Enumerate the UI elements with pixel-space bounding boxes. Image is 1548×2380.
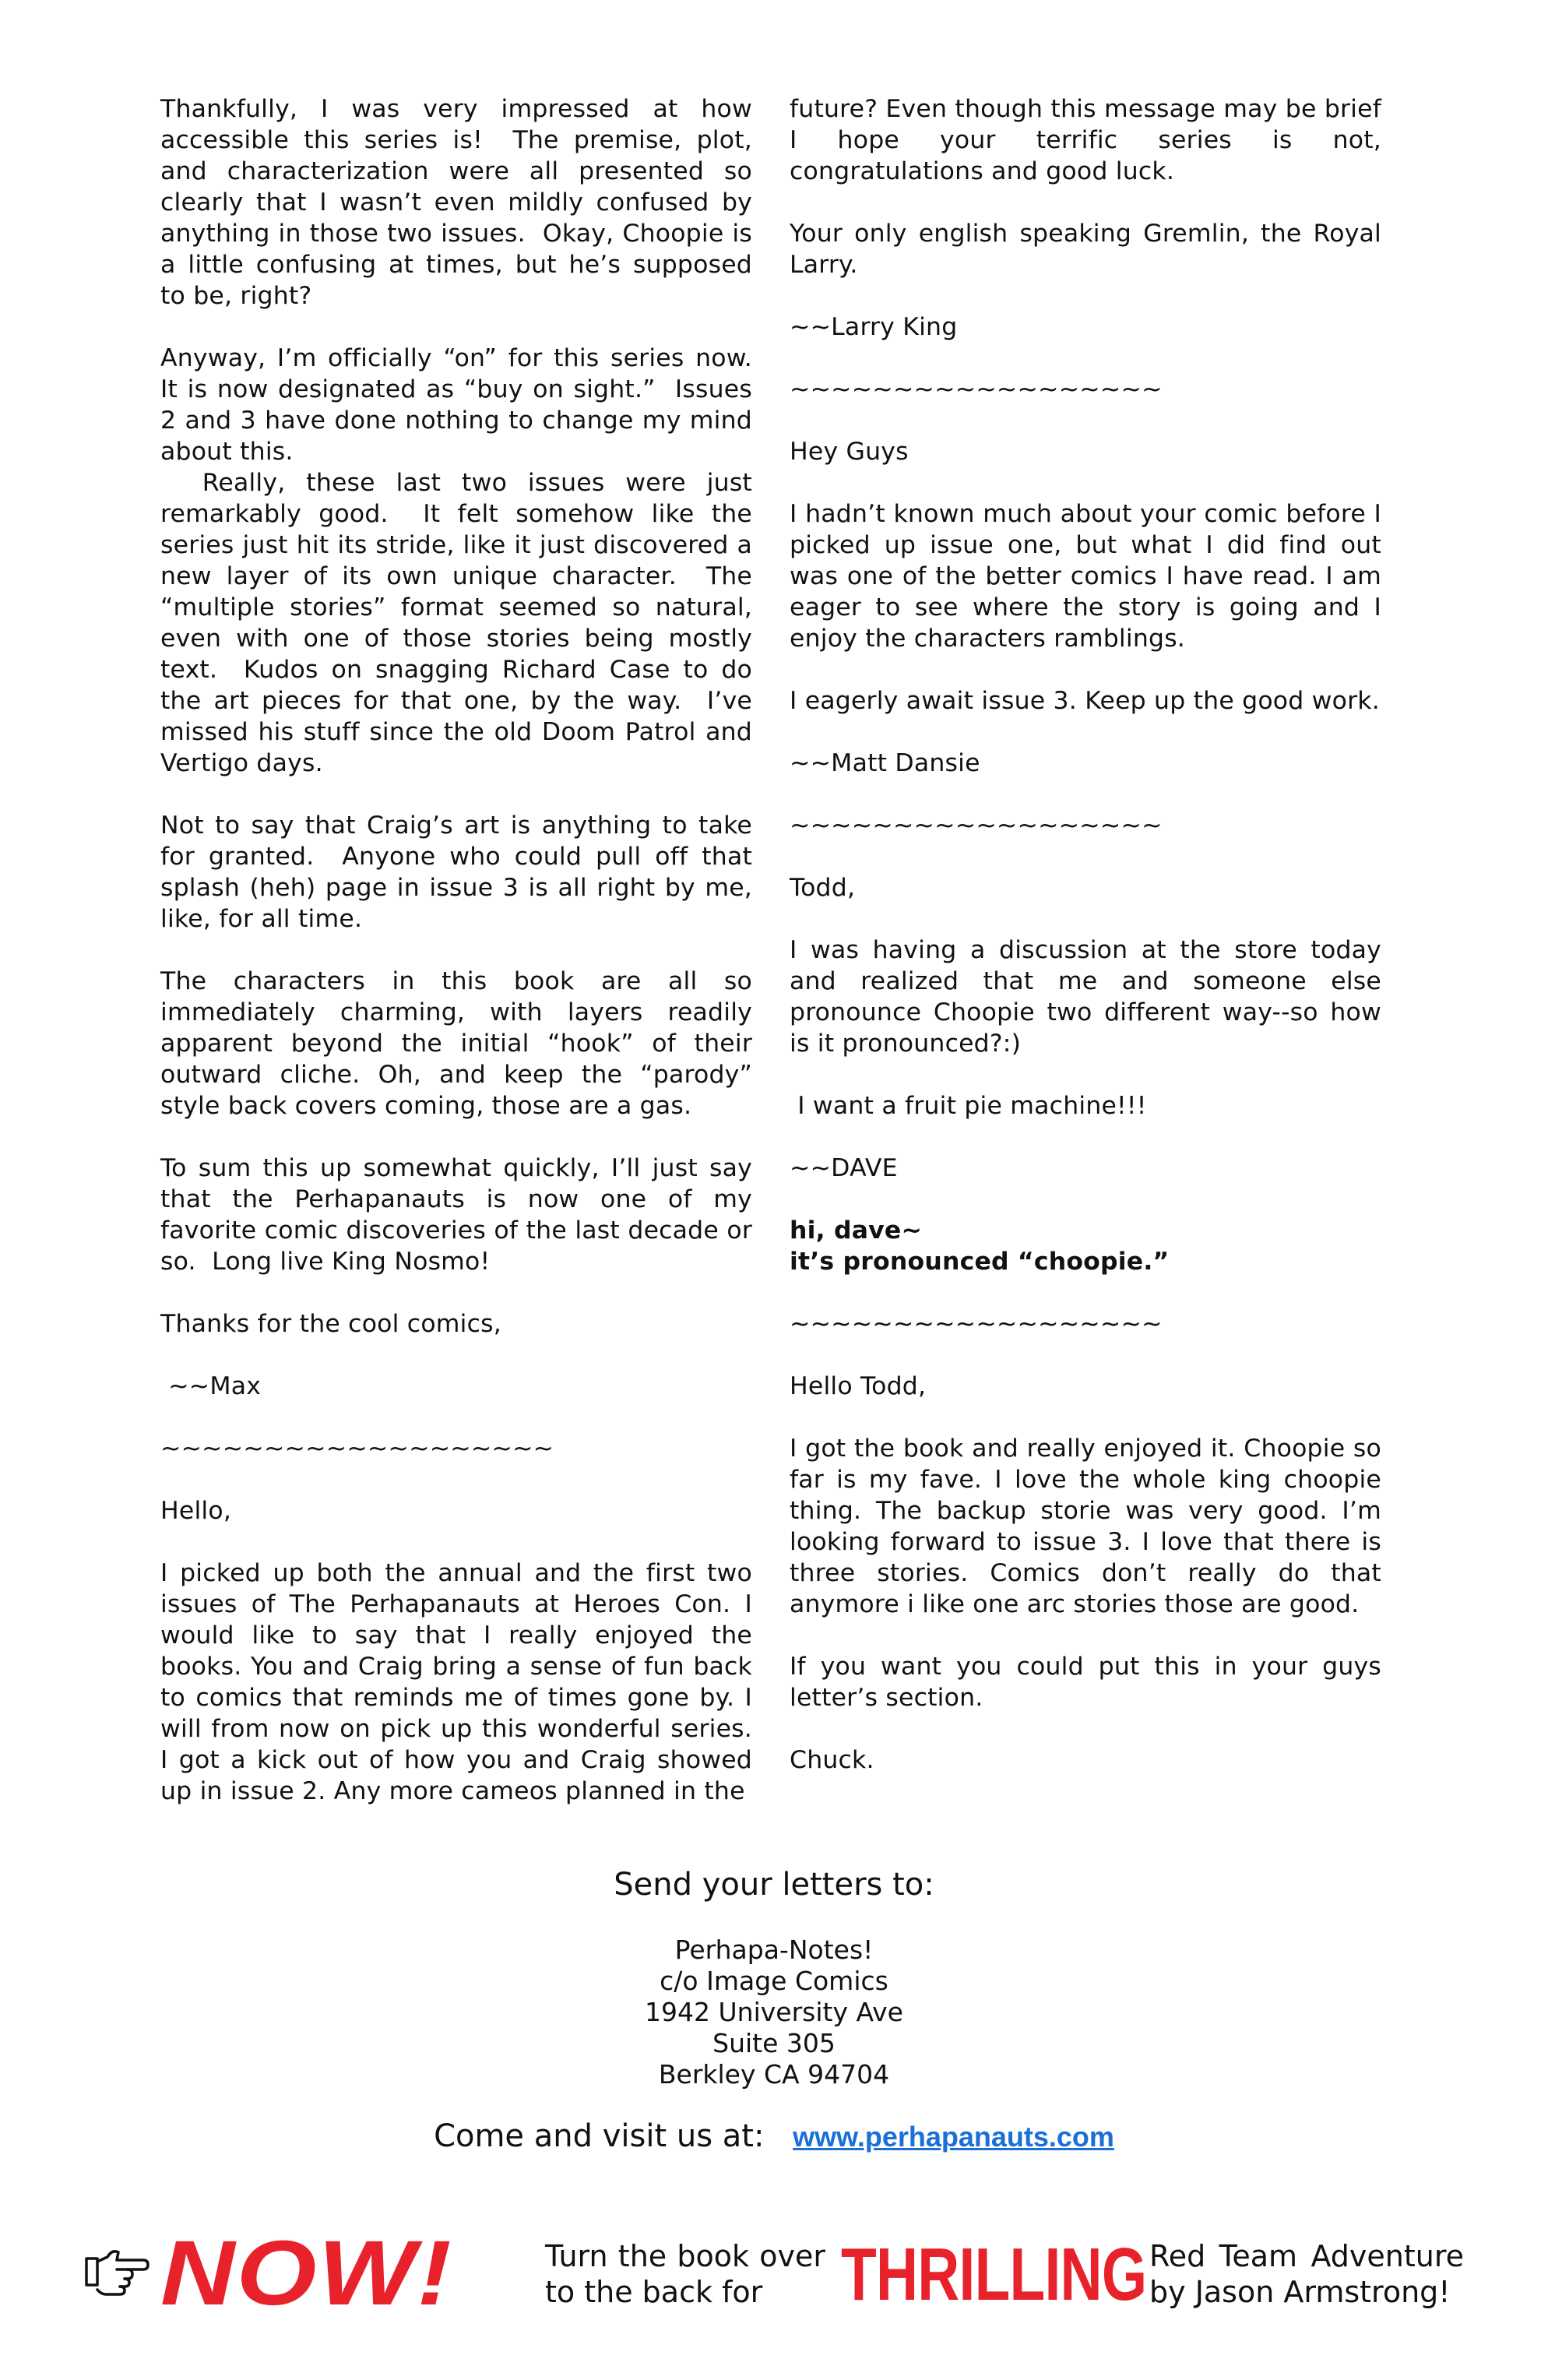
promo-text-left: Turn the book over to the back for — [545, 2239, 825, 2309]
mailing-address — [0, 1935, 1548, 2090]
letter-signoff: Thanks for the cool comics, — [160, 1310, 501, 1338]
letter-paragraph: To sum this up somewhat quickly, I’ll just say that the Perhapanauts is now one of my favorite comic discoveries of the last decade or so. Long live King Nosmo! — [160, 1154, 761, 1276]
letter-greeting: Hello Todd, — [790, 1372, 927, 1400]
address-line: 1942 University Ave — [645, 1997, 903, 2027]
letter-paragraph: Thankfully, I was very impressed at how accessible this series is! The premise, plot, and characterization were all presented so clearly that I wasn’t even mildly confused by anything in those two issues. Okay, Choopie is a little confusing at times, but he’s supposed to be, right? — [160, 95, 761, 310]
letter-signature: ~~Max — [160, 1372, 262, 1400]
letter-signature: Chuck. — [790, 1746, 874, 1774]
letter-paragraph: I got the book and really enjoyed it. Choopie so far is my fave. I love the whole king choopie thing. The backup storie was very good. I’m looking forward to issue 3. I love that there is three stories. Comics don’t really do that anymore i like one arc stories those are good. — [790, 1435, 1390, 1618]
letters-column-right — [790, 93, 1390, 1807]
letter-divider: ~~~~~~~~~~~~~~~~~~ — [790, 375, 1163, 403]
website-link[interactable]: www.perhapanauts.com — [793, 2121, 1114, 2153]
address-line: Suite 305 — [712, 2028, 836, 2058]
letter-paragraph: If you want you could put this in your guys letter’s section. — [790, 1653, 1390, 1712]
address-line: Perhapa-Notes! — [674, 1935, 874, 1965]
letter-paragraph: future? Even though this message may be brief I hope your terrific series is not, congratulations and good luck. — [790, 95, 1390, 185]
visit-website-line — [0, 2118, 1548, 2154]
promo-text-right: Red Team Adventure by Jason Armstrong! — [1149, 2239, 1464, 2309]
letter-paragraph: I want a fruit pie machine!!! — [790, 1092, 1147, 1120]
promo-footer — [0, 2222, 1548, 2325]
letter-paragraph: Really, these last two issues were just remarkably good. It felt somehow like the series just hit its stride, like it just discovered a new layer of its own unique character. The “multiple stories” format seemed so natural, even with one of those stories being mostly text. Kudos on snagging Richard Case to do the art pieces for that one, by the way. I’ve missed his stuff since the old Doom Patrol and Vertigo days. — [160, 469, 761, 777]
letter-greeting: Todd, — [790, 874, 856, 902]
letter-paragraph: Anyway, I’m officially “on” for this series now. It is now designated as “buy on sight.” Issues 2 and 3 have done nothing to change my mind about this. — [160, 344, 761, 466]
letter-signature: ~~Matt Dansie — [790, 749, 980, 777]
editor-reply: hi, dave~ — [790, 1216, 923, 1245]
letter-greeting: Hello, — [160, 1497, 232, 1525]
letter-paragraph: I picked up both the annual and the first two issues of The Perhapanauts at Heroes Con. I would like to say that I really enjoyed the books. You and Craig bring a sense of fun back to comics that reminds me of times gone by. I will from now on pick up this wonderful series. I got a kick out of how you and Craig showed up in issue 2. Any more cameos planned in the — [160, 1559, 761, 1805]
now-headline: NOW! — [160, 2222, 453, 2325]
letter-paragraph: I hadn’t known much about your comic before I picked up issue one, but what I did find out was one of the better comics I have read. I am eager to see where the story is going and I enjoy the characters ramblings. — [790, 500, 1390, 653]
letter-paragraph: I was having a discussion at the store today and realized that me and someone else pronounce Choopie two different way--so how is it pronounced?:) — [790, 936, 1390, 1058]
send-letters-heading: Send your letters to: — [614, 1867, 934, 1903]
letter-paragraph: Your only english speaking Gremlin, the Royal Larry. — [790, 220, 1390, 279]
address-line: Berkley CA 94704 — [658, 2059, 890, 2090]
letter-paragraph: I eagerly await issue 3. Keep up the good work. — [790, 687, 1380, 715]
visit-label: Come and visit us at: — [434, 2118, 765, 2154]
letter-divider: ~~~~~~~~~~~~~~~~~~ — [790, 812, 1163, 840]
letter-greeting: Hey Guys — [790, 438, 909, 466]
thrilling-headline: THRILLING — [841, 2233, 1147, 2316]
letter-paragraph: The characters in this book are all so immediately charming, with layers readily apparent beyond the initial “hook” of their outward cliche. Oh, and keep the “parody” style back covers coming, those are a gas. — [160, 967, 761, 1120]
mailing-address-block — [0, 1863, 1548, 2090]
letters-column-left — [160, 93, 761, 1838]
letter-paragraph: Not to say that Craig’s art is anything to take for granted. Anyone who could pull off that splash (heh) page in issue 3 is all right by me, like, for all time. — [160, 812, 761, 933]
letter-signature: ~~Larry King — [790, 313, 958, 341]
letter-signature: ~~DAVE — [790, 1154, 898, 1182]
letter-divider: ~~~~~~~~~~~~~~~~~~~ — [160, 1435, 554, 1463]
address-line: c/o Image Comics — [660, 1966, 888, 1996]
pointing-hand-icon — [84, 2238, 150, 2304]
editor-reply: it’s pronounced “choopie.” — [790, 1248, 1170, 1276]
letter-divider: ~~~~~~~~~~~~~~~~~~ — [790, 1310, 1163, 1338]
